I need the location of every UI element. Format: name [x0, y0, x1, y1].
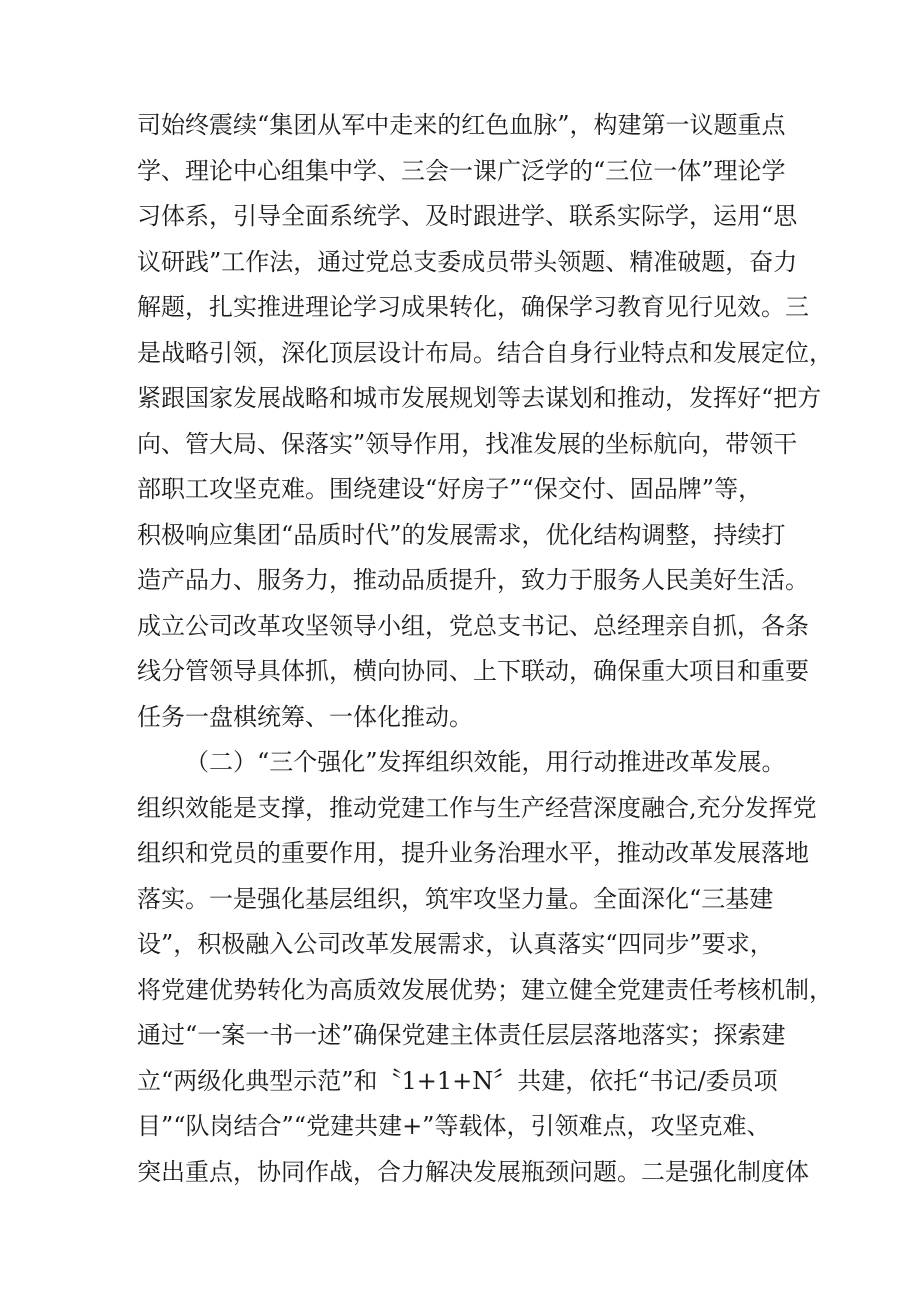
text-line-5: 解题，扎实推进理论学习成果转化，确保学习教育见行见效。三	[137, 293, 809, 321]
text-line-1: 司始终震续“集团从军中走来的红色血脉”，构建第一议题重点	[137, 111, 786, 139]
text-line-21: 通过“一案一书一述”确保党建主体责任层层落地落实；探索建	[137, 1021, 786, 1049]
text-line-17: 组织和党员的重要作用，提升业务治理水平，推动改革发展落地	[137, 839, 809, 867]
text-line-12: 成立公司改革攻坚领导小组，党总支书记、总经理亲自抓，各条	[137, 611, 809, 640]
text-line-7: 紧跟国家发展战略和城市发展规划等去谋划和推动，发挥好“把方	[137, 384, 822, 412]
text-line-2: 学、理论中心组集中学、三会一课广泛学的“三位一体”理论学	[137, 156, 786, 185]
text-line-9: 部职工攻坚克难。围绕建设“好房子”“保交付、固品牌”等，	[137, 475, 763, 503]
text-line-8: 向、管大局、保落实”领导作用，找准发展的坐标航向，带领干	[137, 429, 798, 458]
text-line-4: 议研践”工作法，通过党总支委成员带头领题、精准破题，奋力	[137, 247, 798, 276]
section-heading-line: （二）“三个强化”发挥组织效能，用行动推进改革发展。	[185, 748, 786, 776]
text-line-23: 目”“队岗结合”“党建共建+”等载体，引领难点，攻坚克难、	[137, 1112, 771, 1140]
text-line-24: 突出重点，协同作战，合力解决发展瓶颈问题。二是强化制度体	[137, 1157, 809, 1186]
text-line-13: 线分管领导具体抓，横向协同、上下联动，确保重大项目和重要	[137, 657, 809, 685]
text-line-20: 将党建优势转化为高质效发展优势；建立健全党建责任考核机制，	[137, 975, 833, 1004]
body-text	[137, 103, 833, 1195]
text-line-18: 落实。一是强化基层组织，筑牢攻坚力量。全面深化“三基建	[137, 884, 774, 913]
text-line-14: 任务一盘棋统筹、一体化推动。	[137, 702, 473, 731]
text-line-10: 积极响应集团“品质时代”的发展需求，优化结构调整，持续打	[137, 520, 786, 549]
text-line-16: 组织效能是支撑，推动党建工作与生产经营深度融合,充分发挥党	[137, 793, 817, 822]
text-line-22: 立“两级化典型示范”和〝1+1+N〞共建，依托“书记/委员项	[137, 1066, 778, 1095]
text-line-3: 习体系，引导全面系统学、及时跟进学、联系实际学，运用“思	[137, 202, 798, 230]
text-line-6: 是战略引领，深化顶层设计布局。结合自身行业特点和发展定位，	[137, 338, 833, 367]
text-line-19: 设”，积极融入公司改革发展需求，认真落实“四同步”要求，	[137, 930, 774, 958]
text-line-11: 造产品力、服务力，推动品质提升，致力于服务人民美好生活。	[137, 566, 809, 594]
